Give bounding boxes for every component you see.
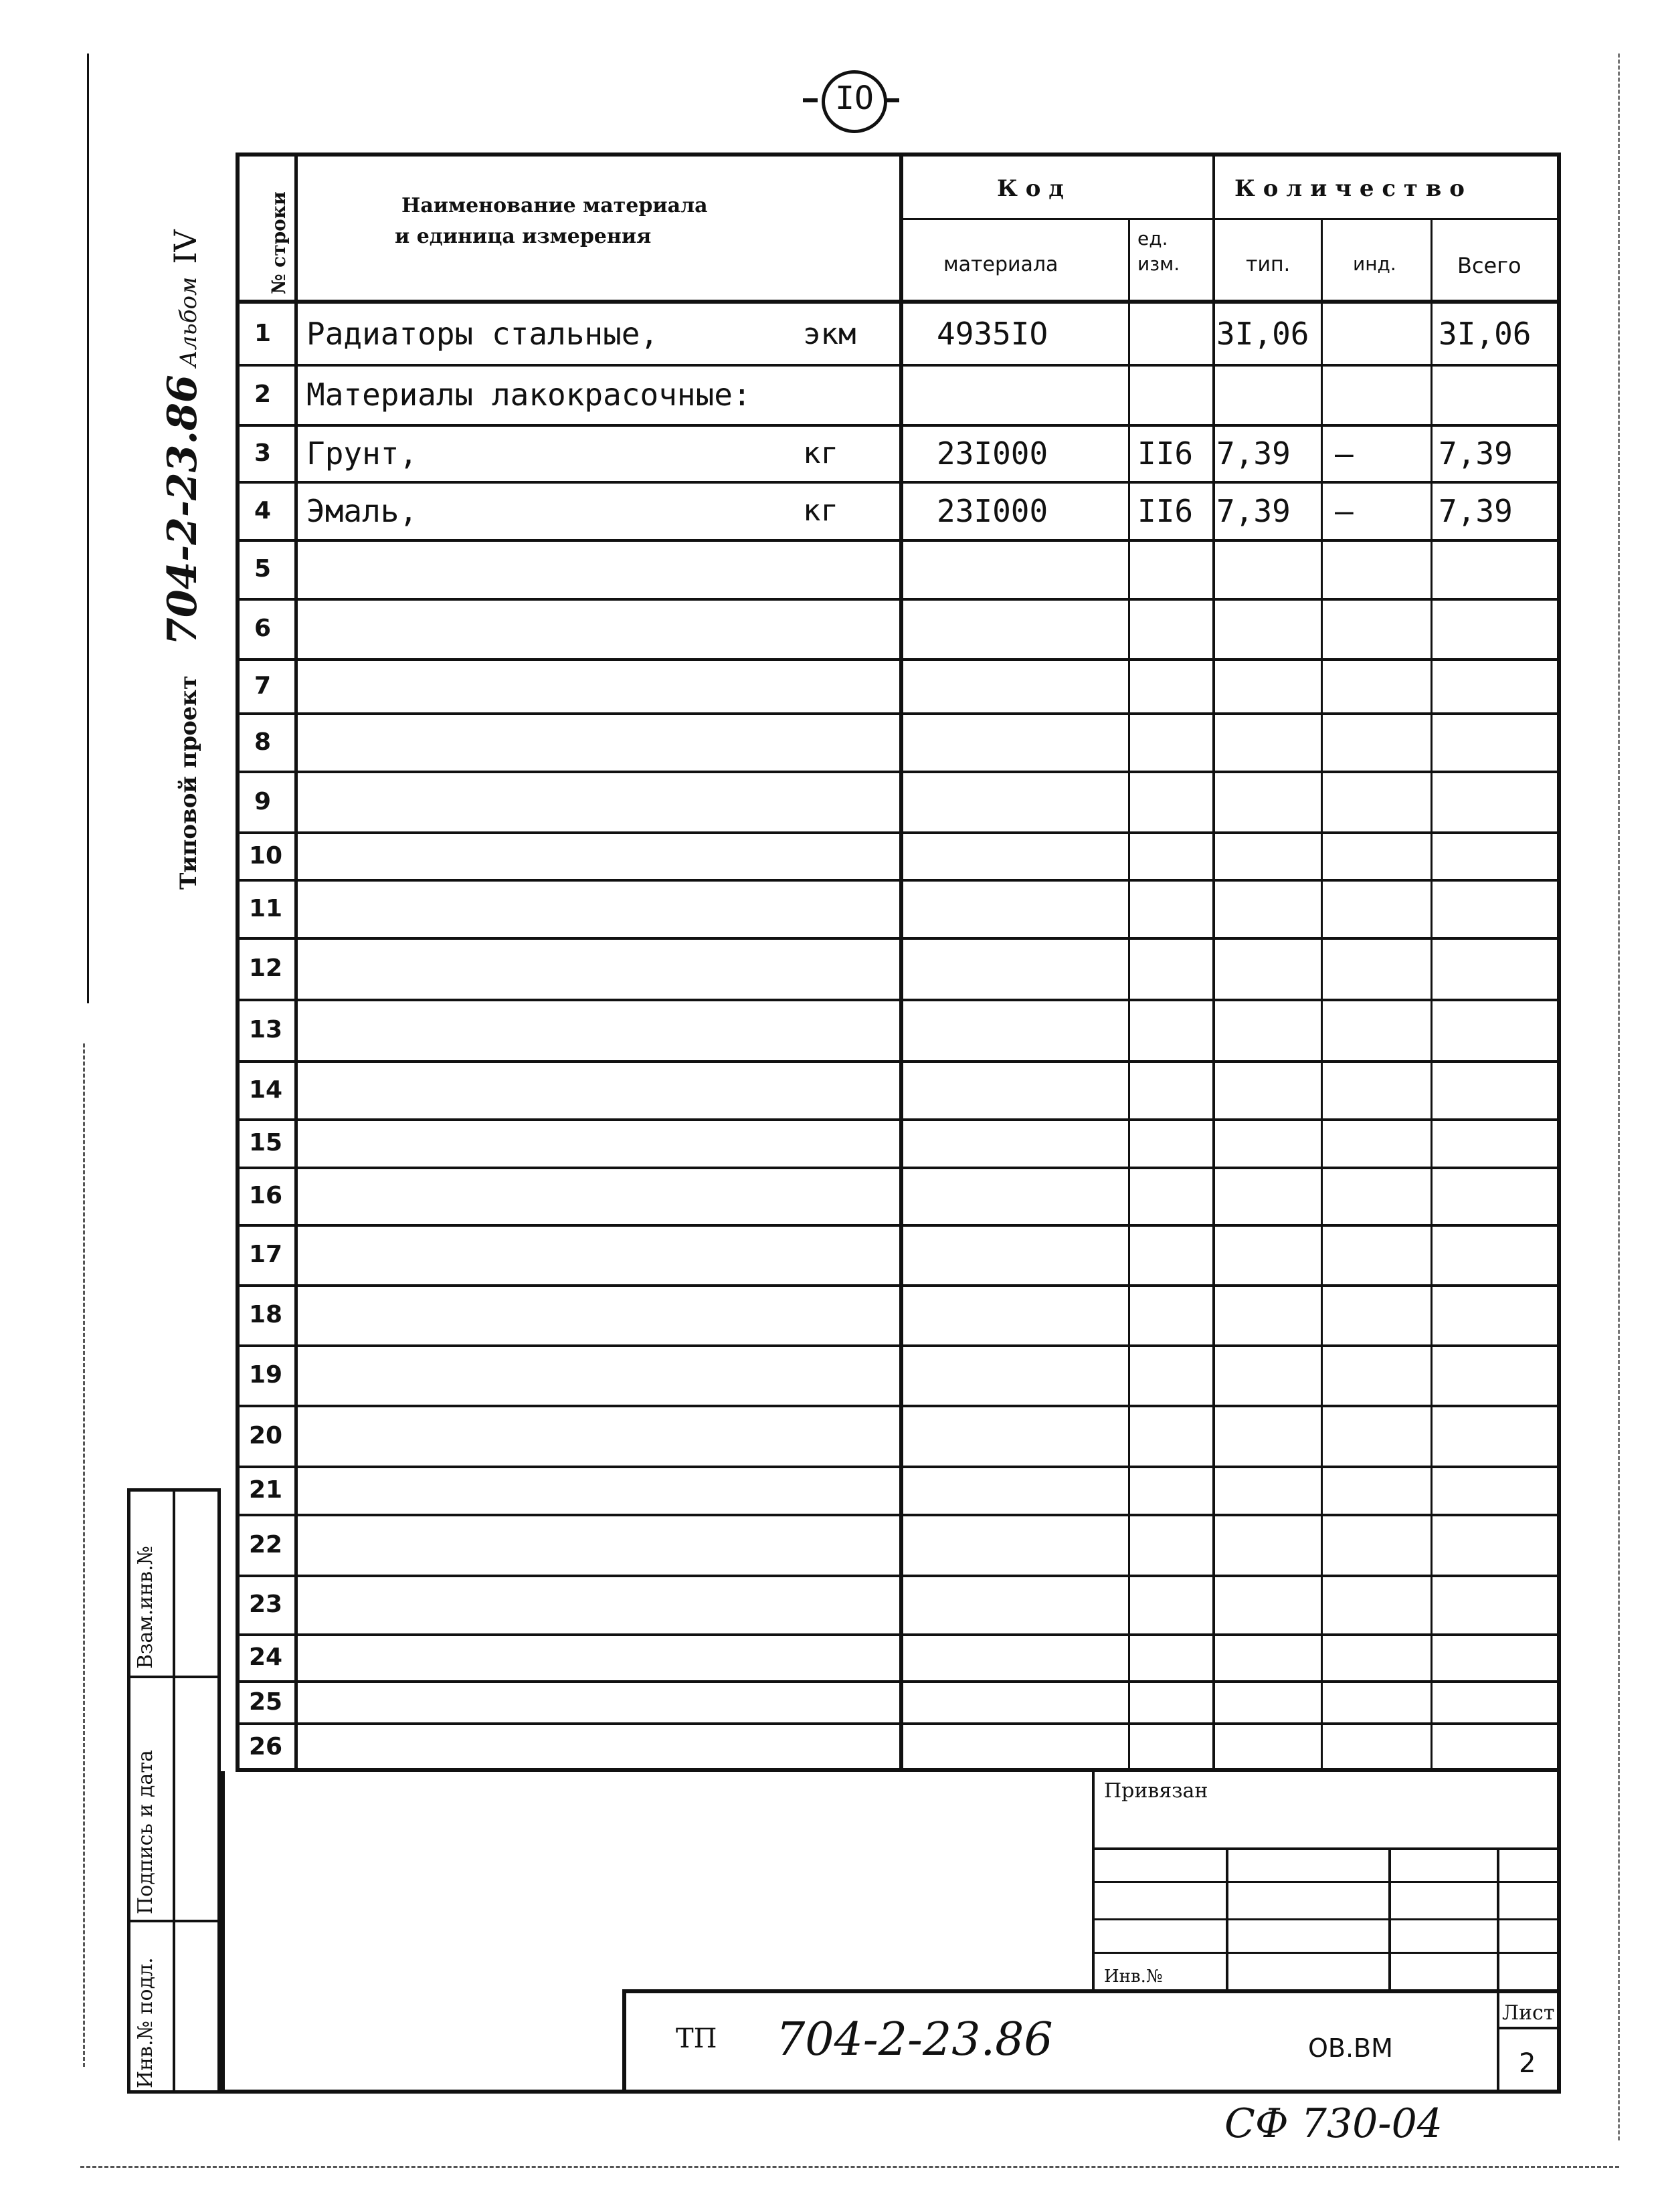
row-separator (236, 712, 1561, 715)
cell-code: 23I000 (937, 492, 1048, 529)
row-separator (236, 771, 1561, 773)
row-separator (236, 937, 1561, 940)
tb-mark: ОВ.ВМ (1308, 2033, 1393, 2063)
tb-inv-no: Инв.№ (1104, 1967, 1163, 1987)
row-separator (236, 424, 1561, 427)
row-separator (236, 999, 1561, 1001)
side-label-prefix: Типовой проект (175, 675, 202, 890)
cell-n: 24 (249, 1643, 283, 1672)
tb-line-2 (1092, 1881, 1561, 1883)
side-label (159, 229, 206, 890)
cell-name: Радиаторы стальные, (306, 316, 659, 353)
cell-n: 16 (249, 1182, 283, 1210)
row-separator (236, 539, 1561, 542)
cell-name: Грунт, (306, 435, 418, 472)
row-separator (236, 1167, 1561, 1169)
header-code-group: К о д (997, 175, 1064, 202)
right-edge-dashes (1618, 54, 1620, 2140)
tb-col-2 (1388, 1847, 1391, 1992)
header-qty-ind: инд. (1353, 253, 1396, 275)
header-name-line1: Наименование материала (401, 194, 708, 217)
cell-ind: – (1335, 435, 1354, 472)
row-separator (236, 481, 1561, 484)
cell-typ: 3I,06 (1216, 316, 1309, 353)
cell-ind: – (1335, 492, 1354, 529)
cell-ed: II6 (1137, 492, 1194, 529)
cell-n: 7 (254, 672, 272, 700)
cell-n: 9 (254, 787, 272, 815)
row-separator (236, 658, 1561, 661)
row-separator (236, 1284, 1561, 1287)
cell-n: 12 (249, 954, 283, 983)
cell-n: 6 (254, 615, 272, 643)
row-separator (236, 1633, 1561, 1636)
row-separator (236, 831, 1561, 834)
cell-code: 23I000 (937, 435, 1048, 472)
tb-sheet-label: Лист (1502, 2001, 1555, 2025)
row-separator (236, 1575, 1561, 1577)
cell-n: 2 (254, 381, 272, 409)
cell-n: 1 (254, 320, 272, 348)
tb-line-4 (1092, 1952, 1561, 1954)
row-separator (236, 1722, 1561, 1725)
tb-doc-code: 704-2-23.86 (776, 2013, 1053, 2066)
cell-n: 21 (249, 1476, 283, 1504)
header-row-no: № строки (268, 191, 290, 294)
header-qty-typ: тип. (1246, 253, 1291, 276)
row-separator (236, 1344, 1561, 1347)
tb-main-left (622, 1989, 626, 2094)
cell-total: 7,39 (1439, 435, 1513, 472)
col-line-ind (1431, 218, 1433, 1772)
row-separator (236, 1060, 1561, 1063)
col-line-ed (1128, 218, 1130, 1772)
cell-n: 25 (249, 1688, 283, 1716)
cell-unit: кг (803, 436, 838, 471)
cell-name: Материалы лакокрасочные: (306, 377, 751, 413)
header-code-material: материала (943, 253, 1058, 276)
cell-unit: экм (803, 316, 856, 351)
header-bottom-line (236, 300, 1561, 304)
cell-n: 3 (254, 439, 272, 467)
cell-n: 17 (249, 1241, 283, 1269)
cell-n: 14 (249, 1076, 283, 1104)
cell-n: 8 (254, 728, 272, 756)
cell-n: 10 (249, 841, 283, 870)
header-code-unit: ед. изм. (1137, 227, 1180, 275)
col-line-typ (1321, 218, 1323, 1772)
header-qty-group: К о л и ч е с т в о (1234, 175, 1465, 202)
col-line-name (899, 153, 903, 1772)
stamp-vzam: Взам.инв.№ (134, 1546, 157, 1669)
cell-name: Эмаль, (306, 492, 418, 529)
cell-n: 20 (249, 1421, 283, 1449)
row-separator (236, 1680, 1561, 1683)
side-stamp-mid (173, 1488, 175, 2094)
row-separator (236, 1224, 1561, 1227)
tb-main-top (622, 1989, 1561, 1993)
row-separator (236, 879, 1561, 882)
row-separator (236, 364, 1561, 367)
col-line-qty (1212, 153, 1215, 1772)
stamp-podpis: Подпись и дата (134, 1750, 157, 1914)
page-number: IO (835, 80, 874, 117)
tb-privyazan: Привязан (1104, 1779, 1208, 1803)
row-separator (236, 1514, 1561, 1516)
row-separator (236, 1405, 1561, 1407)
row-separator (236, 1118, 1561, 1121)
tb-tp: ТП (676, 2023, 717, 2054)
tb-sheet-value: 2 (1519, 2048, 1536, 2079)
side-label-album-no: IV (167, 229, 203, 264)
col-line-rowno (294, 153, 298, 1772)
left-edge-dashes (83, 1043, 85, 2067)
header-name-line2: и единица измерения (395, 225, 652, 248)
stamp-inv-podl: Инв.№ подл. (134, 1957, 157, 2088)
cell-n: 11 (249, 894, 283, 922)
tb-sheet-split (1497, 2027, 1561, 2029)
side-stamp-split2 (127, 1920, 221, 1922)
side-label-code: 704-2-23.86 (159, 375, 206, 645)
side-label-album: Альбом (175, 276, 202, 368)
cell-unit: кг (803, 494, 838, 528)
page-number-box (803, 70, 903, 130)
header-qty-total: Всего (1457, 253, 1521, 278)
tb-col-3 (1497, 1847, 1499, 2094)
left-edge-line (87, 54, 89, 1003)
cell-n: 23 (249, 1591, 283, 1619)
tb-line-3 (1092, 1918, 1561, 1920)
cell-typ: 7,39 (1216, 435, 1291, 472)
header-code-split (901, 218, 1561, 220)
cell-typ: 7,39 (1216, 492, 1291, 529)
cell-n: 4 (254, 496, 272, 524)
cell-n: 22 (249, 1530, 283, 1559)
row-separator (236, 598, 1561, 601)
cell-ed: II6 (1137, 435, 1194, 472)
row-separator (236, 1466, 1561, 1468)
side-stamp-split1 (127, 1676, 221, 1678)
cell-n: 5 (254, 555, 272, 583)
cell-n: 15 (249, 1129, 283, 1157)
cell-total: 7,39 (1439, 492, 1513, 529)
cell-total: 3I,06 (1439, 316, 1532, 353)
cell-n: 13 (249, 1016, 283, 1044)
cell-code: 4935IO (937, 316, 1048, 353)
cell-n: 18 (249, 1301, 283, 1329)
footer-note: СФ 730-04 (1224, 2100, 1443, 2147)
bottom-edge-dashes (80, 2166, 1619, 2168)
tb-col-1 (1226, 1847, 1228, 1992)
tb-line-1 (1092, 1847, 1561, 1850)
cell-n: 26 (249, 1733, 283, 1761)
cell-n: 19 (249, 1361, 283, 1389)
